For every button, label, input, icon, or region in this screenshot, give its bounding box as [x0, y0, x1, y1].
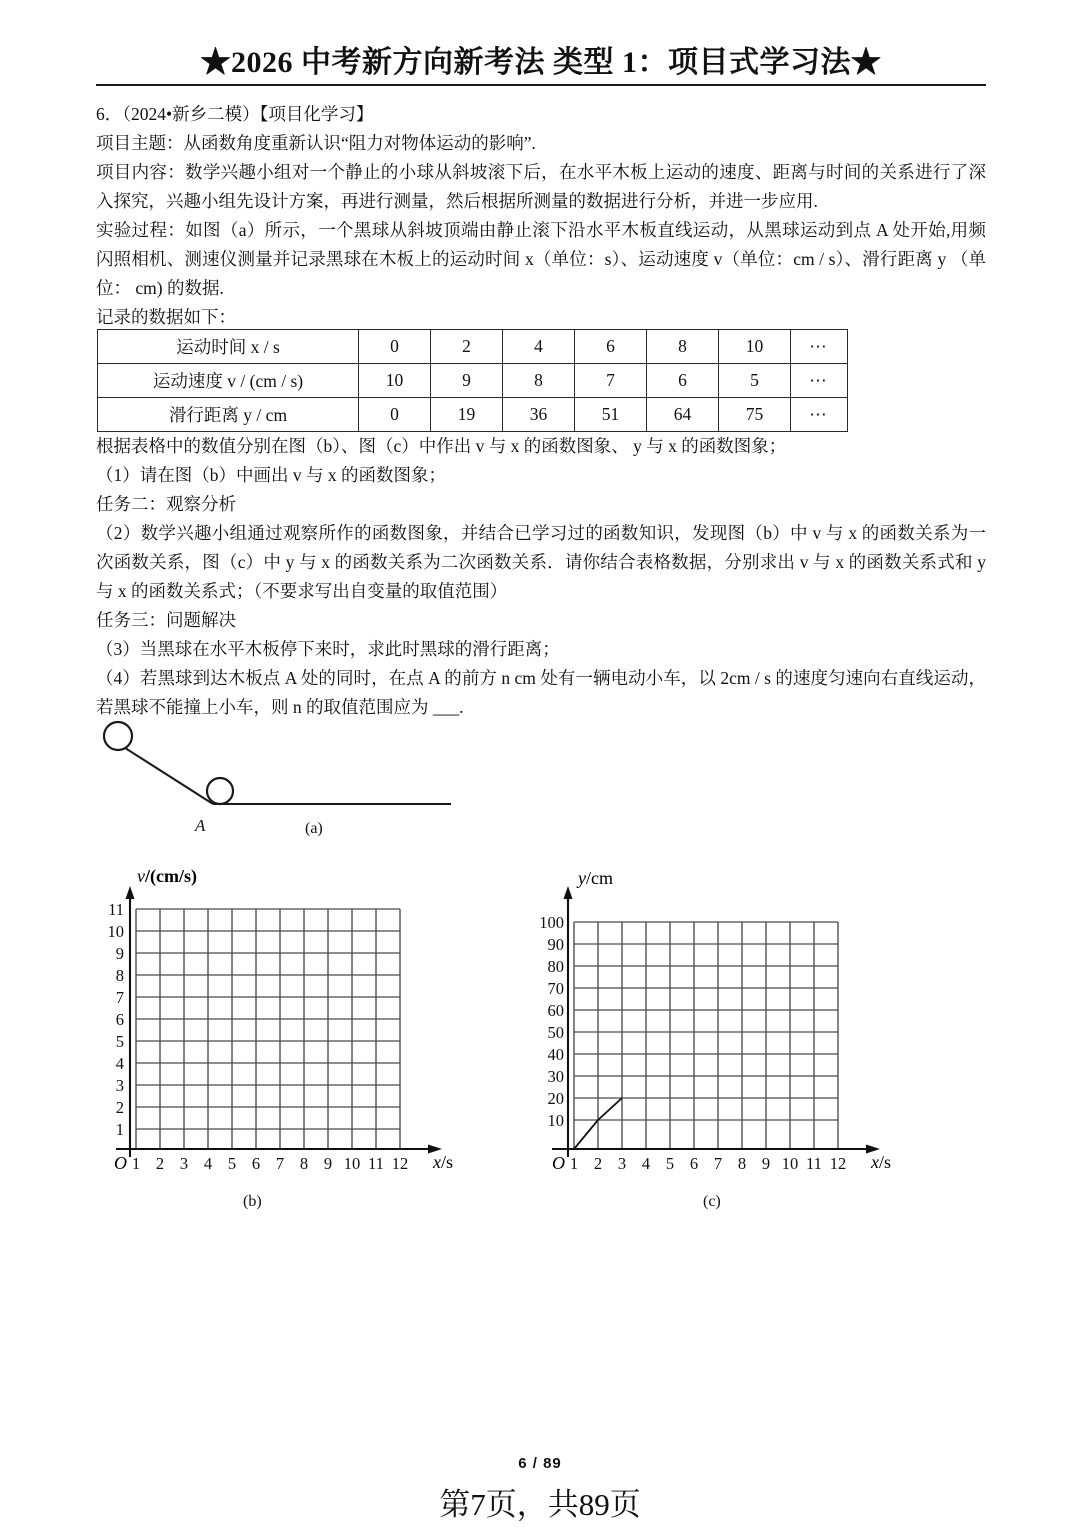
question-1: （1）请在图（b）中画出 v 与 x 的函数图象；	[96, 465, 446, 485]
cell-speed-tail: ⋯	[791, 364, 848, 398]
figure-b-grid-chart	[100, 862, 460, 1192]
figure-b-caption: (b)	[243, 1193, 262, 1210]
y-tick-labels	[108, 900, 125, 1139]
x-tick-labels	[132, 1154, 408, 1173]
svg-text:3: 3	[179, 1154, 189, 1173]
svg-text:20: 20	[547, 1089, 564, 1108]
cell-speed-0: 10	[359, 364, 431, 398]
project-theme-line: 项目主题：从函数角度重新认识“阻力对物体运动的影响”.	[96, 133, 536, 153]
row-label-speed: 运动速度 v / (cm / s)	[98, 364, 359, 398]
y-axis-label: y/cm	[578, 868, 613, 888]
footer-page-number: 6 / 89	[518, 1455, 562, 1472]
y-axis-arrow	[564, 886, 573, 899]
grid-vertical-lines	[574, 922, 838, 1149]
header-divider	[96, 84, 986, 86]
svg-text:2: 2	[115, 1098, 124, 1117]
cell-distance-1: 19	[431, 398, 503, 432]
svg-text:11: 11	[368, 1154, 384, 1173]
partial-curve-segment-1	[574, 1120, 598, 1149]
svg-text:10: 10	[107, 922, 124, 941]
problem-body-lower	[96, 432, 986, 722]
point-A-label: A	[195, 816, 206, 835]
svg-text:9: 9	[323, 1154, 333, 1173]
svg-text:100: 100	[539, 913, 564, 932]
svg-text:4: 4	[641, 1154, 651, 1173]
record-data-line: 记录的数据如下：	[96, 307, 236, 327]
svg-text:2: 2	[155, 1154, 165, 1173]
experiment-process-line: 实验过程：如图（a）所示，一个黑球从斜坡顶端由静止滚下沿水平木板直线运动，从黑球运动到点 A 处开始,用频闪照相机、测速仪测量并记录黑球在木板上的运动时间 x（单位：s）、运动速度 v（单位：cm / s）、滑行距离 y （单位： cm) 的数据.	[96, 220, 986, 298]
footer-page-chinese: 第7页，共89页	[439, 1487, 641, 1522]
cell-distance-0: 0	[359, 398, 431, 432]
grid-vertical-lines	[136, 909, 400, 1149]
figure-c-grid-chart	[520, 862, 900, 1192]
question-3: （3）当黑球在水平木板停下来时，求此时黑球的滑行距离；	[96, 639, 560, 659]
cell-distance-5: 75	[719, 398, 791, 432]
cell-time-5: 10	[719, 330, 791, 364]
figure-c-caption: (c)	[703, 1193, 721, 1210]
row-label-time: 运动时间 x / s	[98, 330, 359, 364]
table-row	[98, 330, 848, 364]
page-title: ★2026 中考新方向新考法 类型 1：项目式学习法★	[200, 46, 882, 79]
project-content-line: 项目内容：数学兴趣小组对一个静止的小球从斜坡滚下后，在水平木板上运动的速度、距离与时间的关系进行了深入探究，兴趣小组先设计方案，再进行测量，然后根据所测量的数据进行分析，并进一步应用.	[96, 162, 986, 211]
grid-horizontal-lines	[136, 909, 400, 1149]
svg-text:6: 6	[115, 1010, 124, 1029]
svg-text:8: 8	[299, 1154, 309, 1173]
x-axis-label: x/s	[433, 1152, 454, 1172]
after-table-line: 根据表格中的数值分别在图（b）、图（c）中作出 v 与 x 的函数图象、 y 与 x 的函数图象；	[96, 436, 787, 456]
svg-text:12: 12	[829, 1154, 847, 1173]
svg-text:7: 7	[713, 1154, 723, 1173]
problem-body-upper	[96, 100, 986, 332]
measurement-table	[97, 329, 848, 432]
cell-speed-5: 5	[719, 364, 791, 398]
svg-text:5: 5	[115, 1032, 124, 1051]
svg-text:2: 2	[593, 1154, 603, 1173]
svg-text:3: 3	[617, 1154, 627, 1173]
cell-time-4: 8	[647, 330, 719, 364]
svg-text:11: 11	[108, 900, 124, 919]
question-2: （2）数学兴趣小组通过观察所作的函数图象，并结合已学习过的函数知识，发现图（b）中 v 与 x 的函数关系为一次函数关系，图（c）中 y 与 x 的函数关系为二次函数关系．请你结合表格数据，分别求出 v 与 x 的函数关系式和 y 与 x 的函数关系式；（不要求写出自变量的取值范围）	[96, 523, 986, 601]
problem-number-line: 6．（2024•新乡二模）【项目化学习】	[96, 104, 374, 124]
origin-label: O	[114, 1153, 127, 1173]
cell-distance-4: 64	[647, 398, 719, 432]
svg-text:9: 9	[115, 944, 124, 963]
grid-horizontal-lines	[574, 922, 838, 1149]
svg-text:7: 7	[115, 988, 124, 1007]
svg-text:30: 30	[547, 1067, 564, 1086]
cell-distance-tail: ⋯	[791, 398, 848, 432]
y-tick-labels	[539, 913, 564, 1130]
svg-text:10: 10	[547, 1111, 564, 1130]
ball-top-icon	[104, 722, 132, 750]
x-axis-label: x/s	[871, 1152, 892, 1172]
svg-text:9: 9	[761, 1154, 771, 1173]
cell-speed-1: 9	[431, 364, 503, 398]
svg-text:5: 5	[227, 1154, 237, 1173]
x-tick-labels	[570, 1154, 846, 1173]
cell-time-2: 4	[503, 330, 575, 364]
svg-text:40: 40	[547, 1045, 564, 1064]
page-header	[96, 46, 986, 86]
incline-line	[122, 746, 213, 804]
y-axis-label: v/(cm/s)	[137, 866, 197, 886]
cell-speed-4: 6	[647, 364, 719, 398]
ball-at-A-icon	[207, 778, 233, 804]
svg-text:8: 8	[115, 966, 124, 985]
svg-text:70: 70	[547, 979, 564, 998]
svg-text:6: 6	[251, 1154, 261, 1173]
svg-text:10: 10	[343, 1154, 361, 1173]
table-row	[98, 398, 848, 432]
question-4: （4）若黑球到达木板点 A 处的同时，在点 A 的前方 n cm 处有一辆电动小车，以 2cm / s 的速度匀速向右直线运动，若黑球不能撞上小车，则 n 的取值范围应为 ___.	[96, 668, 986, 717]
row-label-distance: 滑行距离 y / cm	[98, 398, 359, 432]
svg-text:90: 90	[547, 935, 564, 954]
svg-text:11: 11	[806, 1154, 822, 1173]
svg-text:80: 80	[547, 957, 564, 976]
svg-text:4: 4	[203, 1154, 213, 1173]
cell-time-3: 6	[575, 330, 647, 364]
partial-curve-segment-2	[598, 1098, 622, 1120]
svg-text:7: 7	[275, 1154, 285, 1173]
svg-text:6: 6	[689, 1154, 699, 1173]
svg-text:4: 4	[115, 1054, 124, 1073]
cell-time-0: 0	[359, 330, 431, 364]
y-axis-arrow	[126, 886, 135, 899]
cell-distance-2: 36	[503, 398, 575, 432]
svg-text:60: 60	[547, 1001, 564, 1020]
figure-a-caption: (a)	[305, 820, 323, 837]
cell-speed-3: 7	[575, 364, 647, 398]
svg-text:3: 3	[115, 1076, 124, 1095]
cell-time-tail: ⋯	[791, 330, 848, 364]
cell-distance-3: 51	[575, 398, 647, 432]
svg-text:1: 1	[131, 1154, 141, 1173]
cell-speed-2: 8	[503, 364, 575, 398]
svg-text:10: 10	[781, 1154, 799, 1173]
svg-text:1: 1	[115, 1120, 124, 1139]
svg-text:12: 12	[391, 1154, 409, 1173]
origin-label: O	[552, 1153, 565, 1173]
svg-text:50: 50	[547, 1023, 564, 1042]
svg-text:8: 8	[737, 1154, 747, 1173]
svg-text:5: 5	[665, 1154, 675, 1173]
cell-time-1: 2	[431, 330, 503, 364]
table-row	[98, 364, 848, 398]
task-3-heading: 任务三：问题解决	[96, 610, 236, 630]
task-2-heading: 任务二：观察分析	[96, 494, 236, 514]
data-table-wrapper	[97, 329, 829, 432]
svg-text:1: 1	[569, 1154, 579, 1173]
